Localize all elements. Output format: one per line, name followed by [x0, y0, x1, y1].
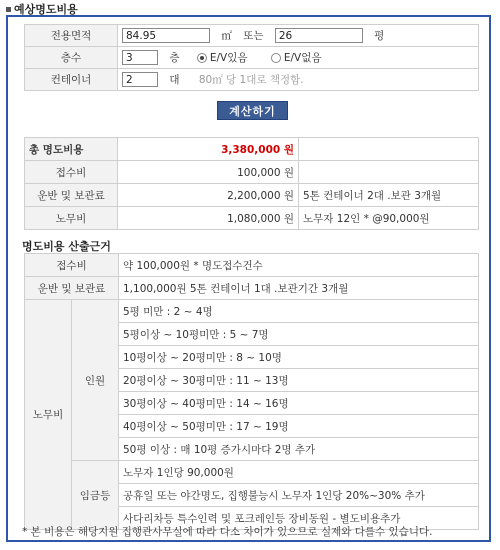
wage-row [25, 461, 479, 484]
ev-no-option[interactable] [271, 52, 322, 64]
headcount-item: 10평이상 ~ 20평미만 : 8 ~ 10명 [119, 346, 479, 369]
input-table [24, 24, 479, 91]
total-row [25, 138, 479, 161]
container-hint: 80㎡ 당 1대로 책정함. [198, 73, 304, 86]
reception-value: 약 100,000원 * 명도접수건수 [119, 254, 479, 277]
area-input[interactable]: 84.95 [122, 28, 210, 43]
total-value: 3,380,000 원 [118, 138, 299, 161]
transport-value: 1,100,000원 5톤 컨테이너 1대 .보관기간 3개월 [119, 277, 479, 300]
calculate-button[interactable]: 계산하기 [217, 101, 288, 120]
result-note: 5톤 컨테이너 2대 .보관 3개월 [299, 184, 479, 207]
ev-yes-option[interactable] [197, 52, 248, 64]
transport-label: 운반 및 보관료 [25, 277, 119, 300]
footnote: * 본 비용은 해당지원 집행관사무실에 따라 다소 차이가 있으므로 실제와 다를수 있습니다. [22, 526, 433, 538]
radio-selected-icon[interactable] [197, 53, 207, 63]
floor-unit: 층 [169, 51, 180, 64]
total-label: 총 명도비용 [25, 138, 118, 161]
labor-label: 노무비 [25, 300, 72, 530]
headcount-label: 인원 [72, 300, 119, 461]
floor-cell [118, 47, 479, 69]
headcount-row [25, 300, 479, 323]
result-value: 2,200,000 원 [118, 184, 299, 207]
bullet-square-icon [6, 7, 11, 12]
page-title: 예상명도비용 [14, 3, 78, 16]
headcount-item: 5평 미만 : 2 ~ 4명 [119, 300, 479, 323]
result-label: 운반 및 보관료 [25, 184, 118, 207]
headcount-item: 30평이상 ~ 40평미만 : 14 ~ 16명 [119, 392, 479, 415]
result-label: 접수비 [25, 161, 118, 184]
area-label: 전용면적 [25, 25, 118, 47]
radio-unselected-icon[interactable] [271, 53, 281, 63]
result-value: 1,080,000 원 [118, 207, 299, 230]
pyeong-input[interactable]: 26 [275, 28, 363, 43]
floor-label: 층수 [25, 47, 118, 69]
container-input[interactable]: 2 [122, 72, 158, 87]
wage-item: 노무자 1인당 90,000원 [119, 461, 479, 484]
result-value: 100,000 원 [118, 161, 299, 184]
result-row [25, 207, 479, 230]
result-row [25, 161, 479, 184]
result-note: 노무자 12인 * @90,000원 [299, 207, 479, 230]
floor-input[interactable]: 3 [122, 50, 158, 65]
result-note [299, 161, 479, 184]
wage-item: 공휴일 또는 야간명도, 집행불능시 노무자 1인당 20%~30% 추가 [119, 484, 479, 507]
area-cell [118, 25, 479, 47]
total-note [299, 138, 479, 161]
result-table [24, 137, 479, 230]
result-label: 노무비 [25, 207, 118, 230]
reception-label: 접수비 [25, 254, 119, 277]
ev-no-label: E/V없음 [283, 51, 322, 64]
basis-table [24, 253, 479, 530]
ev-yes-label: E/V있음 [209, 51, 248, 64]
container-cell [118, 69, 479, 91]
or-label: 또는 [243, 29, 264, 42]
section-header [6, 2, 78, 16]
result-row [25, 184, 479, 207]
basis-transport-row [25, 277, 479, 300]
headcount-item: 50평 이상 : 매 10평 증가시마다 2명 추가 [119, 438, 479, 461]
headcount-item: 5평이상 ~ 10평미만 : 5 ~ 7명 [119, 323, 479, 346]
pyeong-unit: 평 [374, 29, 385, 42]
area-unit: ㎡ [221, 29, 232, 42]
container-label: 컨테이너 [25, 69, 118, 91]
floor-row [25, 47, 479, 69]
area-row [25, 25, 479, 47]
wage-item: 사다리차등 특수인력 및 포크레인등 장비동원 - 별도비용추가 [119, 507, 479, 530]
basis-title: 명도비용 산출근거 [22, 240, 111, 253]
container-row [25, 69, 479, 91]
basis-reception-row [25, 254, 479, 277]
headcount-item: 20평이상 ~ 30평미만 : 11 ~ 13명 [119, 369, 479, 392]
container-unit: 대 [169, 73, 180, 86]
wage-label: 임금등 [72, 461, 119, 530]
headcount-item: 40평이상 ~ 50평미만 : 17 ~ 19명 [119, 415, 479, 438]
